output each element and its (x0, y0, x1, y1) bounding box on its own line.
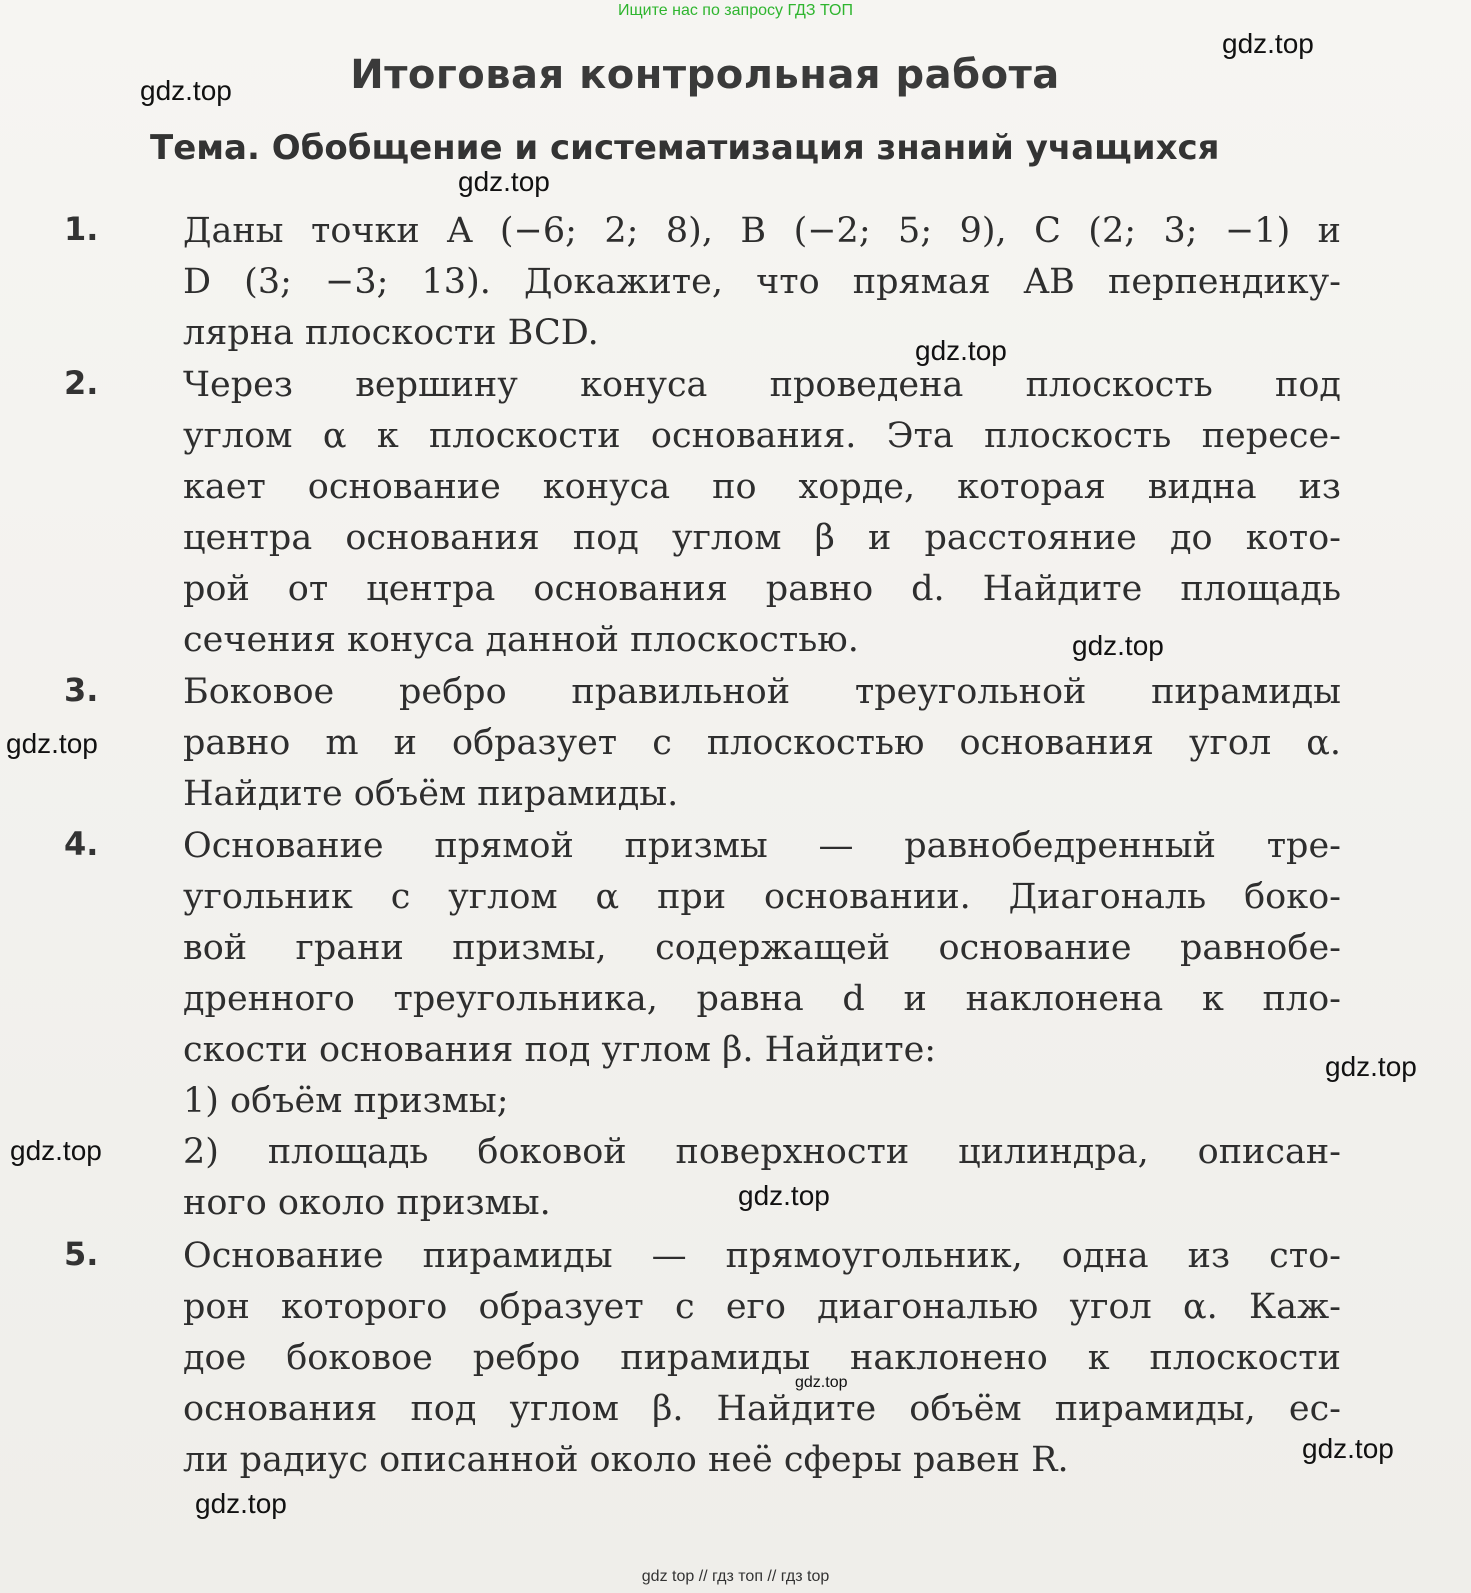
bottom-banner: gdz top // гдз топ // гдз top (641, 1568, 830, 1585)
problem-line: Основание прямой призмы — равнобедренный тре- (183, 826, 1341, 866)
problem-line: D (3; −3; 13). Докажите, что прямая AB перпендику- (183, 262, 1341, 302)
problem-line: 1) объём призмы; (183, 1081, 509, 1121)
watermark: gdz.top (915, 335, 1007, 366)
problem-number: 1. (64, 210, 99, 248)
page-title: Итоговая контрольная работа (350, 52, 1060, 98)
problem-line: равно m и образует с плоскостью основания угол α. (183, 723, 1341, 763)
problem-line: ного около призмы. (183, 1183, 551, 1223)
watermark: gdz.top (6, 728, 98, 759)
problem-line: кает основание конуса по хорде, которая видна из (183, 467, 1341, 507)
problem-line: основания под углом β. Найдите объём пирамиды, ес- (183, 1389, 1341, 1429)
watermark: gdz.top (738, 1180, 830, 1211)
watermark: gdz.top (140, 75, 232, 106)
top-banner: Ищите нас по запросу ГДЗ ТОП (618, 2, 853, 19)
problem-line: дренного треугольника, равна d и наклонена к пло- (183, 979, 1341, 1019)
problem-line: Найдите объём пирамиды. (183, 774, 679, 814)
problem-line: Основание пирамиды — прямоугольник, одна из сто- (183, 1236, 1341, 1276)
watermark: gdz.top (10, 1135, 102, 1166)
problem-number: 5. (64, 1235, 99, 1273)
problem-line: рой от центра основания равно d. Найдите площадь (183, 569, 1341, 609)
problem-line: углом α к плоскости основания. Эта плоскость пересе- (183, 416, 1341, 456)
watermark: gdz.top (1222, 28, 1314, 59)
problem-number: 3. (64, 671, 99, 709)
problem-line: Через вершину конуса проведена плоскость под (183, 365, 1341, 405)
problem-line: скости основания под углом β. Найдите: (183, 1030, 937, 1070)
watermark: gdz.top (458, 166, 550, 197)
watermark: gdz.top (1325, 1051, 1417, 1082)
problem-line: сечения конуса данной плоскостью. (183, 620, 859, 660)
problem-line: центра основания под углом β и расстояние до кото- (183, 518, 1341, 558)
problem-line: 2) площадь боковой поверхности цилиндра, описан- (183, 1132, 1341, 1172)
problem-number: 2. (64, 364, 99, 402)
problem-number: 4. (64, 825, 99, 863)
problem-line: вой грани призмы, содержащей основание равнобе- (183, 928, 1341, 968)
problem-line: угольник с углом α при основании. Диагональ боко- (183, 877, 1341, 917)
problem-line: Боковое ребро правильной треугольной пирамиды (183, 672, 1341, 712)
problem-line: рон которого образует с его диагональю угол α. Каж- (183, 1287, 1341, 1327)
watermark: gdz.top (1072, 630, 1164, 661)
problem-line: ли радиус описанной около неё сферы равен R. (183, 1440, 1069, 1480)
problem-line: лярна плоскости BCD. (183, 313, 599, 353)
watermark: gdz.top (795, 1374, 848, 1391)
problem-line: Даны точки A (−6; 2; 8), B (−2; 5; 9), C (2; 3; −1) и (183, 211, 1341, 251)
problem-line: дое боковое ребро пирамиды наклонено к плоскости (183, 1338, 1341, 1378)
watermark: gdz.top (1302, 1433, 1394, 1464)
watermark: gdz.top (195, 1488, 287, 1519)
page-subtitle: Тема. Обобщение и систематизация знаний учащихся (150, 128, 1220, 168)
